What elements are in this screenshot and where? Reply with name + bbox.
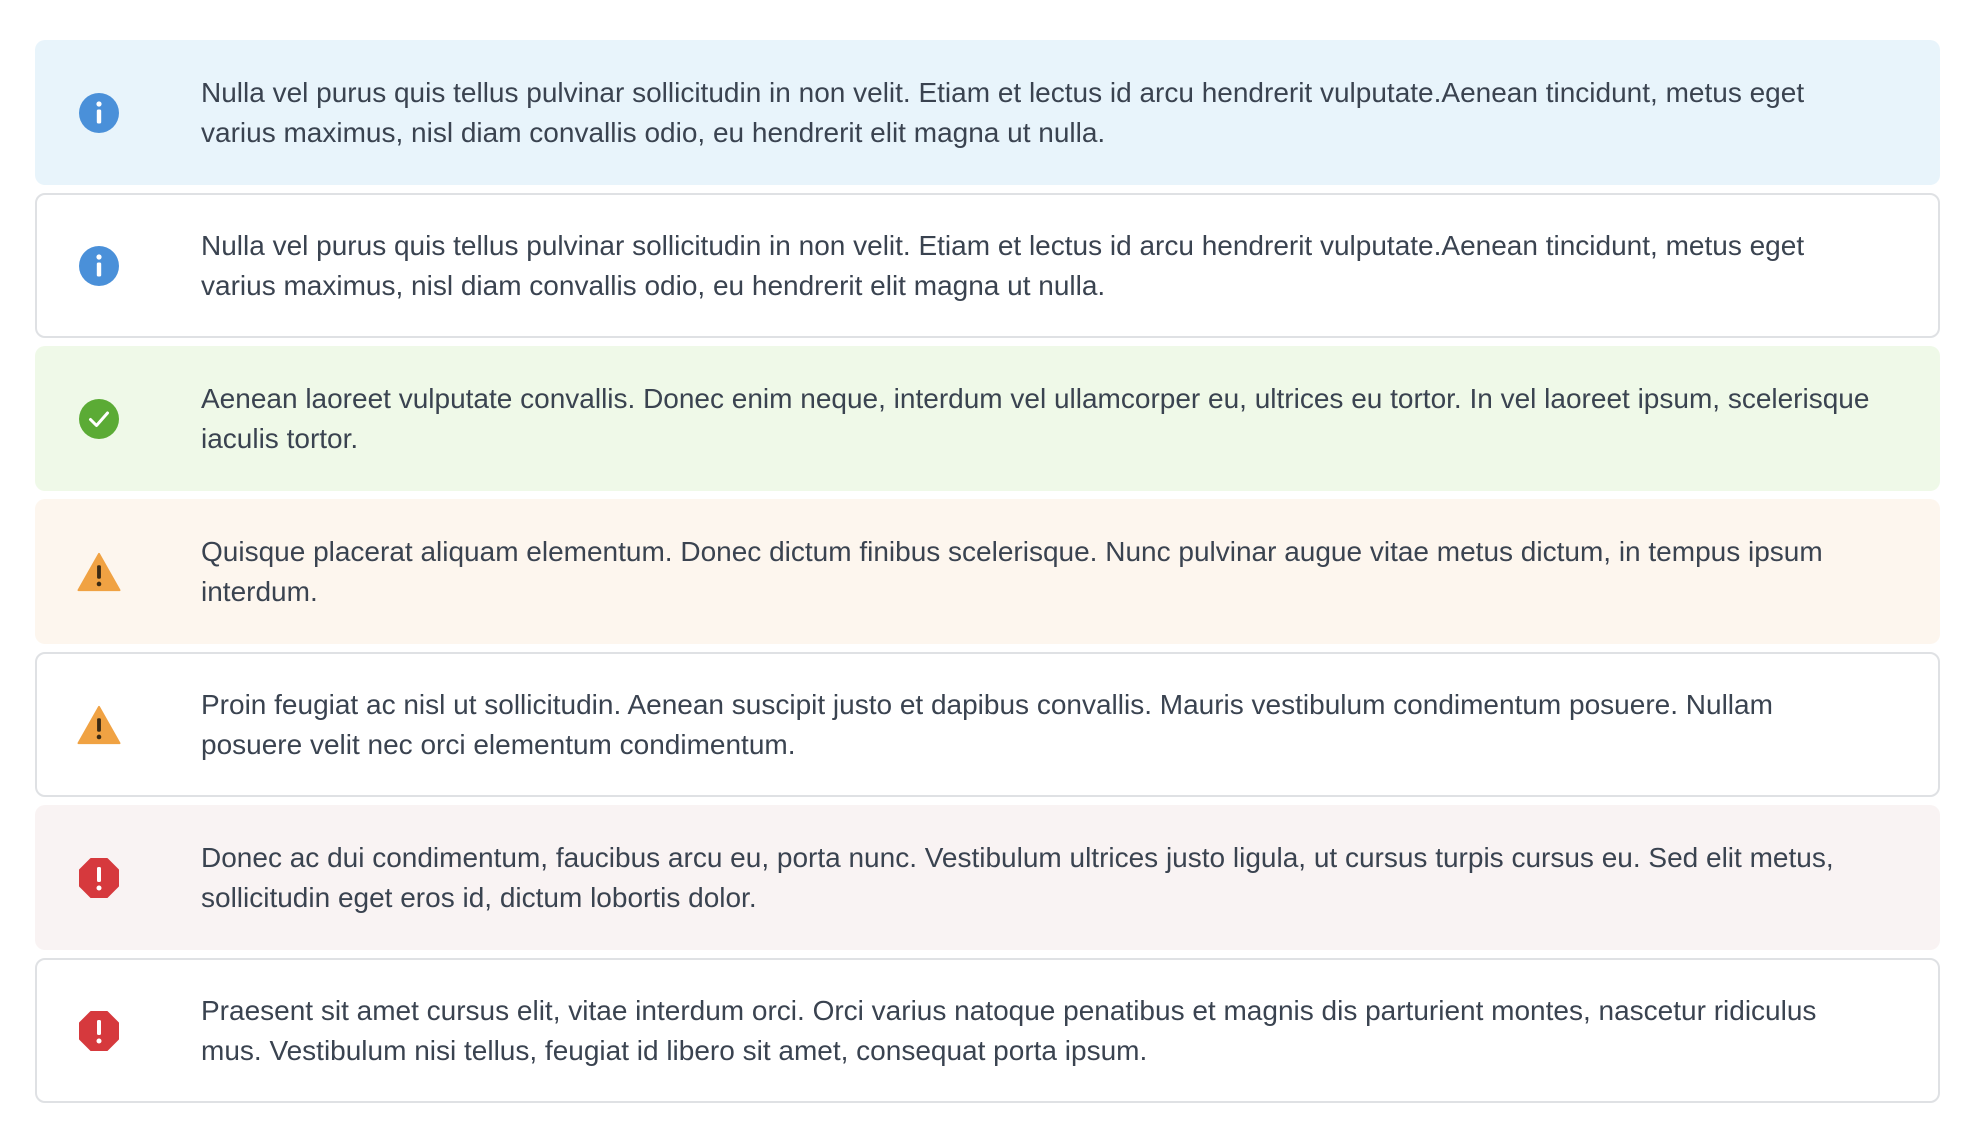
info-circle-icon xyxy=(77,244,121,288)
alert-danger-filled xyxy=(35,805,1940,950)
warning-triangle-icon xyxy=(77,703,121,747)
alert-warning-filled xyxy=(35,499,1940,644)
alert-message: Donec ac dui condimentum, faucibus arcu eu, porta nunc. Vestibulum ultrices justo ligula, ut cursus turpis cursus eu. Sed elit metus, sollicitudin eget eros id, dictum lobortis dolor. xyxy=(201,841,1834,913)
alert-message: Nulla vel purus quis tellus pulvinar sollicitudin in non velit. Etiam et lectus id arcu hendrerit vulputate.Aenean tincidunt, metus eget varius maximus, nisl diam convallis odio, eu hendrerit elit magna ut nulla. xyxy=(201,229,1805,301)
alert-message: Aenean laoreet vulputate convallis. Donec enim neque, interdum vel ullamcorper eu, ultrices eu tortor. In vel laoreet ipsum, scelerisque iaculis tortor. xyxy=(201,382,1870,454)
alert-message: Quisque placerat aliquam elementum. Donec dictum finibus scelerisque. Nunc pulvinar augue vitae metus dictum, in tempus ipsum interdum. xyxy=(201,535,1823,607)
alert-message: Proin feugiat ac nisl ut sollicitudin. Aenean suscipit justo et dapibus convallis. Mauris vestibulum condimentum posuere. Nullam posuere velit nec orci elementum condimentum. xyxy=(201,688,1773,760)
alert-message: Nulla vel purus quis tellus pulvinar sollicitudin in non velit. Etiam et lectus id arcu hendrerit vulputate.Aenean tincidunt, metus eget varius maximus, nisl diam convallis odio, eu hendrerit elit magna ut nulla. xyxy=(201,76,1805,148)
alert-message: Praesent sit amet cursus elit, vitae interdum orci. Orci varius natoque penatibus et magnis dis parturient montes, nascetur ridiculus mus. Vestibulum nisi tellus, feugiat id libero sit amet, consequat porta ipsum. xyxy=(201,994,1817,1066)
alert-info-filled xyxy=(35,40,1940,185)
error-octagon-icon xyxy=(77,1009,121,1053)
check-circle-icon xyxy=(77,397,121,441)
warning-triangle-icon xyxy=(77,550,121,594)
info-circle-icon xyxy=(77,91,121,135)
alert-danger-outlined xyxy=(35,958,1940,1103)
error-octagon-icon xyxy=(77,856,121,900)
alert-warning-outlined xyxy=(35,652,1940,797)
alert-success-filled xyxy=(35,346,1940,491)
alert-list xyxy=(35,40,1940,1103)
alert-info-outlined xyxy=(35,193,1940,338)
